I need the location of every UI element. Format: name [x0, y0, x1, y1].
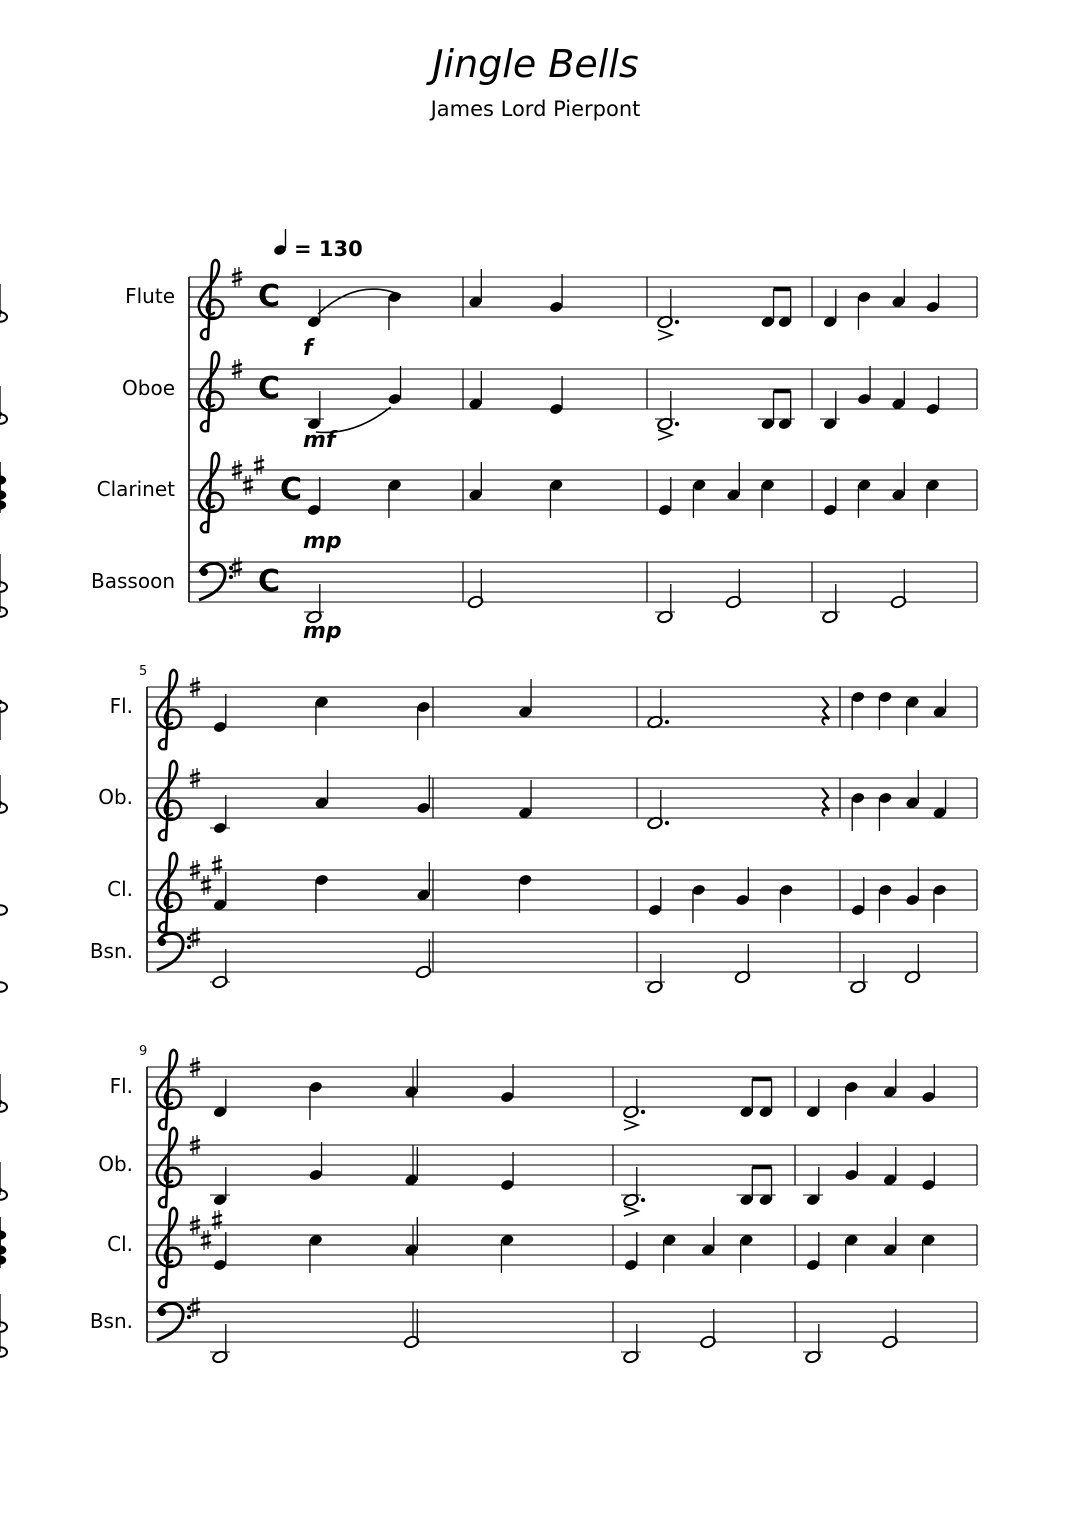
note: [760, 289, 775, 328]
note: [624, 1232, 639, 1271]
note: [692, 479, 707, 518]
note: [314, 696, 329, 735]
note: [645, 954, 665, 994]
note: [210, 1167, 230, 1206]
treble-clef-icon: [157, 1050, 181, 1129]
note: [921, 1152, 936, 1191]
treble-clef-icon: [157, 1128, 181, 1207]
note: [304, 584, 324, 624]
augmentation-dot: [665, 821, 669, 825]
sharp-icon: [243, 480, 253, 490]
note: [647, 790, 669, 830]
note: [857, 479, 872, 518]
sharp-icon: [201, 880, 211, 890]
note: [851, 792, 866, 831]
note: [883, 1147, 898, 1186]
note: [701, 1217, 716, 1256]
note: [925, 376, 940, 415]
note: [468, 269, 483, 308]
instrument-label: Fl.: [109, 1074, 133, 1098]
notehead: [0, 607, 7, 617]
sharp-icon: [212, 1215, 222, 1225]
note: [844, 1142, 859, 1181]
note: [387, 366, 402, 405]
system-1: [0, 260, 977, 644]
note: [304, 391, 324, 430]
note: [213, 1079, 228, 1118]
sharp-icon: [204, 875, 208, 895]
note: [314, 874, 329, 913]
bass-clef-dot: [158, 1308, 166, 1316]
bass-clef-dot: [200, 568, 208, 576]
augmentation-dot: [675, 422, 679, 426]
staff-clarinet: [0, 453, 977, 554]
note: [210, 795, 230, 834]
note: [734, 944, 750, 984]
note: [308, 1081, 323, 1120]
note: [621, 1167, 645, 1207]
instrument-label: Fl.: [109, 694, 133, 718]
accent-mark: [658, 430, 672, 440]
note: [823, 477, 838, 516]
notehead: [0, 490, 6, 499]
note: [623, 1079, 645, 1119]
note: [621, 1324, 641, 1364]
score-title: Jingle Bells: [432, 42, 639, 86]
treble-clef-icon: [199, 352, 223, 431]
note: [415, 939, 431, 979]
note: [416, 862, 431, 901]
note: [803, 1167, 823, 1206]
note: [775, 391, 795, 430]
instrument-label: Flute: [125, 284, 175, 308]
note: [213, 694, 228, 733]
note: [655, 584, 675, 624]
accent-mark: [624, 1120, 638, 1130]
bass-clef-dot: [187, 936, 191, 940]
note: [210, 1324, 230, 1364]
system-3: [0, 1044, 977, 1364]
instrument-label: Bsn.: [89, 939, 133, 963]
augmentation-dot: [641, 1110, 645, 1114]
dynamic-marking: mp: [303, 619, 342, 644]
sharp-icon: [232, 562, 242, 572]
note: [921, 1064, 936, 1103]
staff-flute: [0, 260, 977, 361]
sharp-icon: [257, 455, 261, 475]
note: [0, 905, 7, 915]
quarter-rest-icon: [822, 788, 829, 816]
sharp-icon: [212, 860, 222, 870]
note: [932, 780, 947, 819]
notehead: [0, 1245, 6, 1254]
note: [213, 872, 228, 911]
note: [518, 679, 533, 718]
sharp-icon: [201, 1235, 211, 1245]
notehead: [0, 1255, 6, 1264]
note: [925, 274, 940, 313]
bass-clef-dot: [187, 1315, 191, 1319]
instrument-label: Ob.: [98, 785, 133, 809]
note: [307, 289, 322, 328]
note: [756, 1167, 776, 1206]
note: [848, 954, 868, 994]
note: [851, 877, 866, 916]
note: [739, 1079, 754, 1118]
note: [0, 1074, 7, 1112]
note: [500, 1234, 515, 1273]
note: [891, 462, 906, 501]
note: [820, 584, 840, 624]
note: [404, 1147, 419, 1186]
note: [905, 696, 920, 735]
note: [518, 780, 533, 819]
note: [0, 982, 7, 992]
note: [890, 569, 906, 609]
note: [314, 770, 329, 809]
treble-clef-icon: [199, 260, 223, 339]
note: [662, 1234, 677, 1273]
note: [932, 679, 947, 718]
note: [210, 949, 230, 989]
note: [758, 1079, 773, 1118]
note: [883, 1059, 898, 1098]
note: [739, 1234, 754, 1273]
bass-clef-dot: [187, 1306, 191, 1310]
note: [737, 1167, 757, 1206]
note: [308, 1142, 323, 1181]
instrument-label: Bassoon: [91, 569, 175, 593]
sharp-icon: [246, 475, 250, 495]
note: [0, 554, 7, 592]
tempo-marking: [273, 229, 363, 261]
note: [0, 386, 7, 424]
notehead: [0, 1230, 6, 1239]
note: [760, 479, 775, 518]
sharp-icon: [215, 1210, 219, 1230]
instrument-label: Oboe: [122, 376, 175, 400]
treble-clef-icon: [199, 453, 223, 532]
note: [904, 944, 920, 984]
note: [891, 371, 906, 410]
notehead: [0, 582, 7, 592]
notehead: [0, 500, 6, 509]
tempo-bpm: = 130: [294, 237, 363, 261]
note: [700, 1309, 716, 1349]
note: [549, 479, 564, 518]
note: [213, 1232, 228, 1271]
note: [857, 291, 872, 330]
instrument-label: Ob.: [98, 1152, 133, 1176]
note: [891, 269, 906, 308]
system-2: [0, 664, 977, 994]
sharp-icon: [254, 460, 264, 470]
note: [416, 775, 431, 814]
sharp-icon: [190, 1302, 200, 1312]
note: [657, 289, 679, 329]
note: [518, 874, 533, 913]
notehead: [0, 982, 7, 992]
note: [387, 291, 402, 330]
treble-clef-icon: [157, 670, 181, 749]
note: [779, 884, 794, 923]
treble-clef-icon: [157, 853, 181, 932]
dynamic-marking: f: [303, 336, 313, 361]
note: [404, 1059, 419, 1098]
instrument-label: Bsn.: [89, 1309, 133, 1333]
measure-number: 5: [139, 664, 148, 679]
note: [857, 366, 872, 405]
note: [806, 1079, 821, 1118]
augmentation-dot: [665, 720, 669, 724]
notehead: [0, 905, 7, 915]
note: [658, 477, 673, 516]
note: [777, 289, 792, 328]
note: [403, 1309, 419, 1349]
rest: [822, 697, 829, 725]
note: [0, 284, 7, 322]
note: [404, 1217, 419, 1256]
bass-clef-dot: [229, 575, 233, 579]
notehead: [0, 475, 6, 484]
sharp-icon: [235, 557, 239, 577]
note: [468, 371, 483, 410]
note: [0, 1294, 7, 1332]
instrument-label: Clarinet: [96, 477, 175, 501]
note: [878, 884, 893, 923]
note: [758, 391, 778, 430]
note: [500, 1152, 515, 1191]
note: [725, 569, 741, 609]
note: [932, 884, 947, 923]
time-signature: C: [258, 279, 281, 314]
treble-clef-icon: [157, 761, 181, 840]
note: [467, 569, 483, 609]
augmentation-dot: [641, 1198, 645, 1202]
note: [925, 479, 940, 518]
note: [905, 770, 920, 809]
note: [882, 1309, 898, 1349]
staff-oboe: [0, 352, 977, 453]
accent-mark: [658, 330, 672, 340]
note: [735, 867, 750, 906]
dynamic-marking: mp: [303, 529, 342, 554]
quarter-rest-icon: [822, 697, 829, 725]
bass-clef-dot: [158, 938, 166, 946]
instrument-label: Cl.: [107, 877, 133, 901]
rest: [822, 788, 829, 816]
note: [883, 1217, 898, 1256]
bass-clef-dot: [187, 945, 191, 949]
notehead: [0, 1347, 7, 1357]
note: [387, 479, 402, 518]
measure-number: 9: [139, 1044, 148, 1059]
note: [655, 391, 679, 431]
note: [0, 700, 7, 740]
note: [878, 792, 893, 831]
note: [878, 691, 893, 730]
note: [820, 391, 840, 430]
note: [691, 884, 706, 923]
note: [468, 462, 483, 501]
time-signature: C: [280, 472, 303, 507]
note: [549, 274, 564, 313]
instrument-label: Cl.: [107, 1232, 133, 1256]
staff-bassoon: [0, 554, 977, 644]
time-signature: C: [258, 564, 281, 599]
treble-clef-icon: [157, 1208, 181, 1287]
note: [648, 877, 663, 916]
dynamic-marking: mf: [303, 428, 336, 453]
sharp-icon: [204, 1230, 208, 1250]
note: [500, 1064, 515, 1103]
sharp-icon: [193, 1297, 197, 1317]
note: [844, 1234, 859, 1273]
note: [647, 689, 669, 729]
note: [806, 1232, 821, 1271]
note: [416, 701, 431, 740]
bass-clef-dot: [229, 566, 233, 570]
note: [803, 1324, 823, 1364]
note: [549, 376, 564, 415]
note: [851, 691, 866, 730]
time-signature: C: [258, 371, 281, 406]
accent-mark: [624, 1206, 638, 1216]
note: [823, 289, 838, 328]
sharp-icon: [193, 927, 197, 947]
note: [308, 1234, 323, 1273]
note: [844, 1081, 859, 1120]
note: [905, 867, 920, 906]
composer-name: James Lord Pierpont: [430, 97, 641, 121]
note: [0, 1162, 7, 1200]
note: [726, 462, 741, 501]
note: [0, 775, 7, 813]
note: [307, 477, 322, 516]
augmentation-dot: [675, 320, 679, 324]
sharp-icon: [190, 932, 200, 942]
note: [921, 1234, 936, 1273]
sharp-icon: [215, 855, 219, 875]
notehead: [0, 1322, 7, 1332]
